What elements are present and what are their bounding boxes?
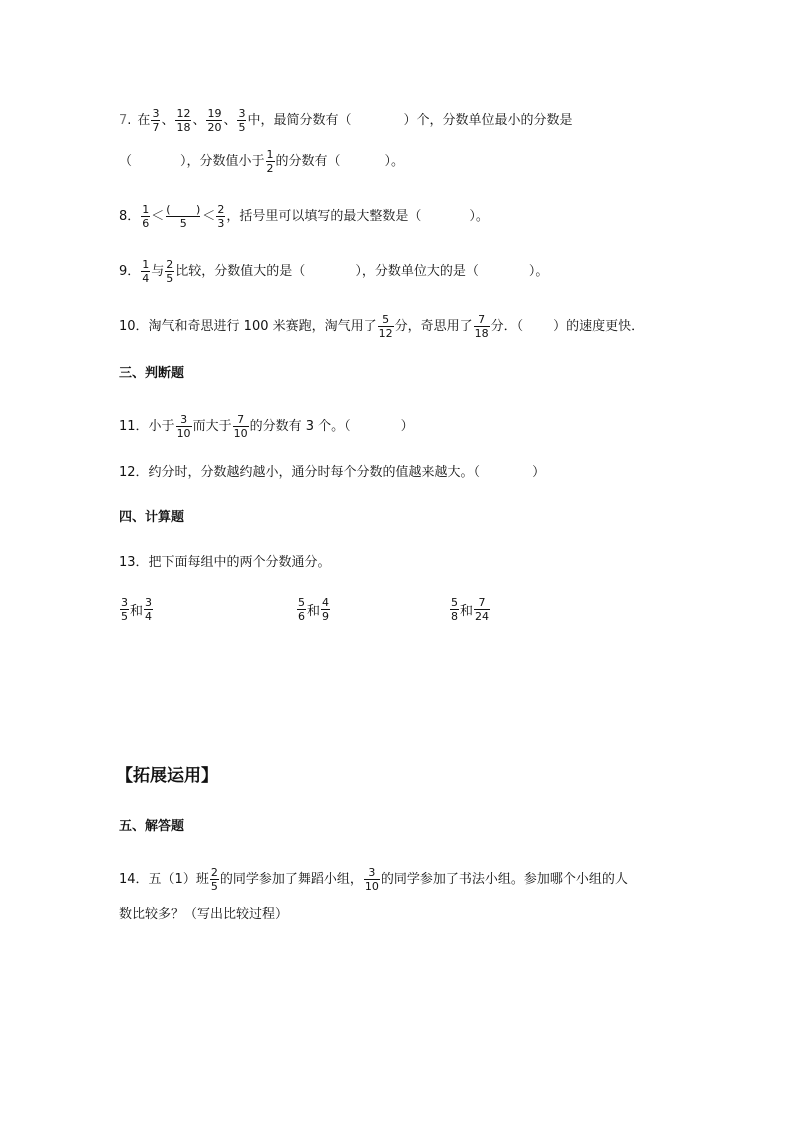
q8-less-than-1: ＜ (151, 208, 165, 224)
q7-sep3: 、 (223, 112, 237, 128)
q13-g2-and: 和 (307, 604, 321, 619)
q8-text1: ，括号里可以填写的最大整数是（ (226, 208, 422, 224)
q12-label: 12． (119, 465, 149, 480)
q11-fraction-1: $\frac{3}{10}$ (176, 413, 191, 440)
q14-text2: 的同学参加了舞蹈小组， (219, 871, 363, 887)
extension-heading: 【拓展运用】 (116, 766, 218, 786)
q11-text1: 小于 (148, 418, 175, 434)
q11-label: 11． (119, 418, 149, 434)
q8-fraction-1: $\frac{1}{6}$ (142, 203, 150, 230)
q14-line1 (119, 866, 628, 893)
q13-g3-fraction-a: $\frac{5}{8}$ (451, 596, 458, 623)
q7-line1 (119, 107, 573, 134)
q8-line (119, 203, 489, 230)
q12-text1: 约分时，分数越约越小，通分时每个分数的值越来越大。（ (148, 465, 481, 480)
q8-label: 8． (119, 208, 141, 224)
q13-g3-and: 和 (460, 604, 474, 619)
q14-text4: 数比较多？（写出比较过程） (119, 907, 289, 922)
q7-text1: 在 (137, 112, 151, 128)
q10-text3: 分．（ (490, 318, 524, 334)
q7-number: 7 (119, 112, 128, 128)
q9-text3: ），分数单位大的是（ (355, 263, 479, 279)
q14-fraction-1: $\frac{2}{5}$ (210, 866, 218, 893)
q11-text2: 而大于 (192, 418, 232, 434)
section-heading-solution: 五、解答题 (119, 819, 185, 834)
q14-label: 14． (119, 871, 149, 887)
q14-text3: 的同学参加了书法小组。参加哪个小组的人 (380, 871, 628, 887)
q13-g3-fraction-b: $\frac{7}{24}$ (475, 596, 490, 623)
q10-fraction-2: $\frac{7}{18}$ (474, 313, 489, 340)
q8-less-than-2: ＜ (202, 208, 216, 224)
q7-sep1: 、 (161, 112, 175, 128)
q13-line (119, 553, 331, 573)
q9-text1: 与 (151, 263, 165, 279)
q12-text2: ） (532, 465, 546, 480)
q8-text2: ）。 (469, 208, 489, 224)
q12-line (119, 463, 545, 483)
q7-text6: 的分数有（ (275, 153, 341, 169)
q10-fraction-1: $\frac{5}{12}$ (378, 313, 393, 340)
q13-g2-fraction-b: $\frac{4}{9}$ (322, 596, 330, 623)
q13-g2-fraction-a: $\frac{5}{6}$ (298, 596, 305, 623)
q14-line2 (119, 905, 288, 925)
q7-text3: ）个，分数单位最小的分数是 (403, 112, 573, 128)
q9-text2: 比较，分数值大的是（ (175, 263, 306, 279)
q9-fraction-2: $\frac{2}{5}$ (166, 258, 174, 285)
q10-line (119, 313, 644, 340)
q8-fraction-2: $\frac{2}{3}$ (217, 203, 225, 230)
q7-sep2: 、 (192, 112, 206, 128)
q13-g1-fraction-b: $\frac{3}{4}$ (145, 596, 153, 623)
q9-fraction-1: $\frac{1}{4}$ (142, 258, 150, 285)
q7-fraction-2: $\frac{12}{18}$ (176, 107, 191, 134)
q13-group-2 (296, 596, 331, 623)
q14-fraction-2: $\frac{3}{10}$ (364, 866, 379, 893)
section-heading-calculation: 四、计算题 (119, 510, 185, 525)
section-heading-judgement: 三、判断题 (119, 366, 185, 381)
q10-label: 10． (119, 318, 149, 334)
q11-text3: 的分数有 3 个。（ (249, 418, 351, 434)
q7-fraction-5: $\frac{1}{2}$ (266, 148, 274, 175)
q7-fraction-1: $\frac{3}{7}$ (152, 107, 160, 134)
q7-fraction-4: $\frac{3}{5}$ (238, 107, 246, 134)
q7-text4: （ (119, 153, 133, 169)
q7-line2 (119, 148, 404, 175)
q10-text4: ）的速度更快． (553, 318, 645, 334)
q13-g1-and: 和 (130, 604, 144, 619)
q13-text1: 把下面每组中的两个分数通分。 (148, 555, 331, 570)
q11-line (119, 413, 414, 440)
q8-blank-fraction[interactable]: ( ) 5 (166, 203, 201, 230)
q9-label: 9． (119, 263, 141, 279)
q9-line (119, 258, 548, 285)
q13-group-1 (119, 596, 154, 623)
q10-text2: 分，奇思用了 (394, 318, 473, 334)
q13-group-3 (449, 596, 491, 623)
q7-text5: ），分数值小于 (180, 153, 265, 169)
q7-fraction-3: $\frac{19}{20}$ (207, 107, 222, 134)
q11-fraction-2: $\frac{7}{10}$ (233, 413, 248, 440)
q13-label: 13． (119, 555, 149, 570)
q10-text1: 淘气和奇思进行 100 米赛跑，淘气用了 (148, 318, 377, 334)
q9-text4: ）。 (528, 263, 549, 279)
q7-text2: 中，最简分数有（ (247, 112, 352, 128)
q13-g1-fraction-a: $\frac{3}{5}$ (121, 596, 128, 623)
q14-text1: 五（1）班 (148, 871, 209, 887)
q7-dot: . (127, 112, 132, 128)
q7-text7: ）。 (384, 153, 405, 169)
q11-text4: ） (400, 418, 414, 434)
